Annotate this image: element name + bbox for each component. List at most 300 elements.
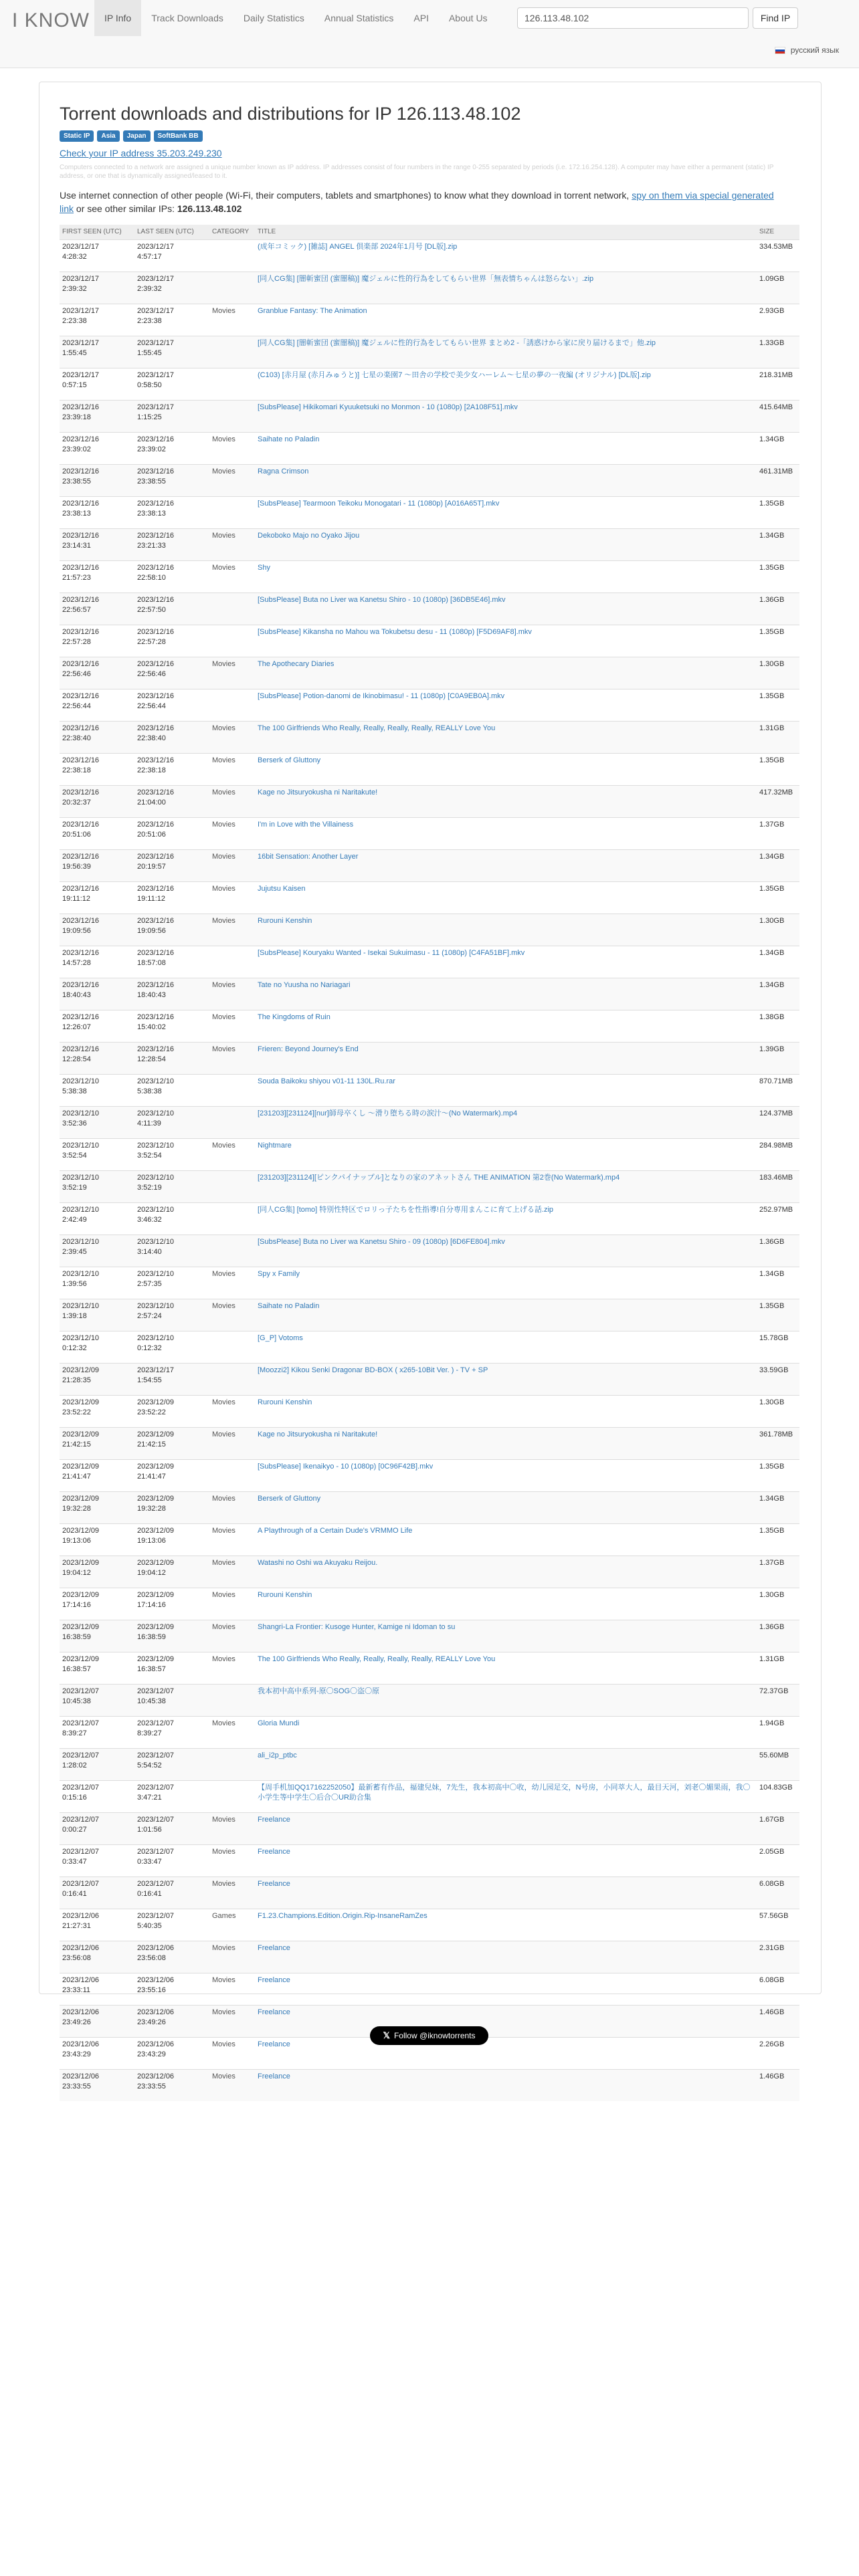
torrent-title-link[interactable]: Watashi no Oshi wa Akuyaku Reijou. [258,1558,378,1567]
last-seen-date: 2023/12/17 [137,306,175,315]
torrent-title-link[interactable]: Tate no Yuusha no Nariagari [258,980,351,989]
last-seen-time: 23:39:02 [137,445,166,453]
torrent-title-link[interactable]: 【周手机加QQ17162252050】最新蓄有作品，福建兒妹，7先生，我本初高中〇收，幼儿园足交，N号房，小同萃大人，最目天河，刘老〇媚果雨，我〇小学生等中学生〇后合〇UR助合集 [258,1783,751,1802]
first-seen-date: 2023/12/07 [62,1719,100,1727]
table-row [60,978,799,1010]
torrent-title-link[interactable]: Ragna Crimson [258,467,309,475]
last-seen-date: 2023/12/16 [137,1012,175,1021]
first-seen-time: 20:32:37 [62,798,91,807]
table-row [60,625,799,657]
category-cell [209,1235,255,1267]
first-seen-cell [60,304,134,336]
title-cell [255,1588,757,1620]
size-cell: 1.33GB [757,336,799,368]
category-cell [209,336,255,368]
title-cell [255,1491,757,1523]
language-switch[interactable] [775,45,839,55]
first-seen-date: 2023/12/07 [62,1751,100,1759]
title-cell [255,849,757,881]
size-cell: 1.31GB [757,721,799,753]
torrent-title-link[interactable]: [231203][231124][nur]師母卒くし ～滑り堕ちる時の涙汁～(No Watermark).mp4 [258,1109,518,1117]
last-seen-cell [134,978,209,1010]
last-seen-date: 2023/12/09 [137,1398,175,1406]
first-seen-time: 8:39:27 [62,1729,87,1737]
last-seen-cell [134,528,209,560]
size-cell: 1.34GB [757,528,799,560]
table-row [60,368,799,400]
size-cell: 6.08GB [757,1973,799,2005]
torrent-title-link[interactable]: [SubsPlease] Buta no Liver wa Kanetsu Shiro - 10 (1080p) [36DB5E46].mkv [258,595,506,604]
torrent-title-link[interactable]: Rurouni Kenshin [258,1590,312,1599]
first-seen-cell [60,1395,134,1427]
first-seen-time: 19:04:12 [62,1568,91,1577]
first-seen-time: 21:41:47 [62,1472,91,1481]
size-cell: 57.56GB [757,1909,799,1941]
torrent-title-link[interactable]: Freelance [258,2072,290,2080]
table-row [60,881,799,914]
first-seen-time: 23:52:22 [62,1408,91,1416]
first-seen-time: 21:42:15 [62,1440,91,1448]
title-cell [255,1299,757,1331]
last-seen-date: 2023/12/09 [137,1654,175,1663]
last-seen-date: 2023/12/16 [137,724,175,732]
title-cell [255,1074,757,1106]
category-cell: Movies [209,304,255,336]
last-seen-time: 12:28:54 [137,1055,166,1063]
main-nav [94,0,498,36]
first-seen-cell [60,753,134,785]
last-seen-date: 2023/12/09 [137,1430,175,1438]
torrent-title-link[interactable]: 我本初中高中系列-原〇SOG〇盗〇原 [258,1687,380,1695]
title-cell [255,1106,757,1138]
torrent-title-link[interactable]: F1.23.Champions.Edition.Origin.Rip-InsaneRamZes [258,1911,427,1920]
size-cell: 252.97MB [757,1202,799,1235]
size-cell: 1.46GB [757,2005,799,2037]
first-seen-cell [60,1138,134,1170]
last-seen-time: 5:54:52 [137,1761,162,1769]
first-seen-time: 23:38:55 [62,477,91,486]
size-cell: 1.35GB [757,560,799,593]
first-seen-cell [60,432,134,464]
language-label: русский язык [790,45,839,55]
table-row [60,1812,799,1844]
first-seen-date: 2023/12/10 [62,1205,100,1214]
category-cell: Movies [209,1588,255,1620]
first-seen-time: 1:55:45 [62,348,87,357]
size-cell: 2.93GB [757,304,799,336]
table-row [60,1074,799,1106]
table-row [60,1042,799,1074]
last-seen-cell [134,1941,209,1973]
size-cell: 334.53MB [757,239,799,272]
last-seen-time: 23:43:29 [137,2050,166,2058]
last-seen-date: 2023/12/16 [137,884,175,893]
last-seen-date: 2023/12/06 [137,2072,175,2080]
last-seen-time: 19:32:28 [137,1504,166,1513]
table-row [60,657,799,689]
size-cell: 1.35GB [757,496,799,528]
size-cell: 6.08GB [757,1876,799,1909]
first-seen-cell [60,1844,134,1876]
torrent-title-link[interactable]: Berserk of Gluttony [258,1494,321,1503]
category-cell: Movies [209,1844,255,1876]
category-cell [209,1331,255,1363]
title-cell [255,368,757,400]
first-seen-cell [60,657,134,689]
torrent-title-link[interactable]: Gloria Mundi [258,1719,300,1727]
torrent-title-link[interactable]: [SubsPlease] Hikikomari Kyuuketsuki no Monmon - 10 (1080p) [2A108F51].mkv [258,403,518,411]
first-seen-date: 2023/12/10 [62,1301,100,1310]
last-seen-cell [134,1684,209,1716]
first-seen-date: 2023/12/16 [62,724,100,732]
torrent-title-link[interactable]: Freelance [258,2008,290,2016]
title-cell [255,560,757,593]
last-seen-cell [134,336,209,368]
first-seen-cell [60,785,134,817]
first-seen-time: 2:39:45 [62,1247,87,1256]
table-row [60,1459,799,1491]
title-cell [255,1812,757,1844]
first-seen-time: 14:57:28 [62,958,91,967]
first-seen-date: 2023/12/10 [62,1077,100,1085]
torrent-title-link[interactable]: Saihate no Paladin [258,435,320,443]
torrent-title-link[interactable]: ali_i2p_ptbc [258,1751,297,1759]
last-seen-time: 0:12:32 [137,1344,162,1352]
category-cell [209,946,255,978]
torrent-title-link[interactable]: The Apothecary Diaries [258,659,335,668]
torrent-title-link[interactable]: Kage no Jitsuryokusha ni Naritakute! [258,1430,378,1438]
title-cell [255,1652,757,1684]
first-seen-cell [60,1973,134,2005]
title-cell [255,2069,757,2101]
first-seen-date: 2023/12/16 [62,595,100,604]
first-seen-time: 19:09:56 [62,926,91,935]
torrent-title-link[interactable]: The 100 Girlfriends Who Really, Really, Really, Really, REALLY Love You [258,724,496,732]
table-row [60,1491,799,1523]
title-cell [255,1844,757,1876]
nav-item-api[interactable]: API [413,13,429,23]
first-seen-cell [60,2005,134,2037]
last-seen-time: 17:14:16 [137,1600,166,1609]
first-seen-cell [60,1459,134,1491]
category-cell: Movies [209,785,255,817]
last-seen-time: 18:40:43 [137,990,166,999]
navbar [0,0,859,68]
first-seen-date: 2023/12/09 [62,1398,100,1406]
title-cell [255,1267,757,1299]
header-title: TITLE [255,225,757,239]
torrent-title-link[interactable]: [SubsPlease] Kikansha no Mahou wa Tokubetsu desu - 11 (1080p) [F5D69AF8].mkv [258,627,532,636]
table-row [60,721,799,753]
last-seen-cell [134,753,209,785]
last-seen-time: 0:58:50 [137,381,162,389]
category-cell: Movies [209,1523,255,1555]
last-seen-cell [134,1523,209,1555]
title-cell [255,400,757,432]
torrent-title-link[interactable]: [同人CG集] [闇斬蜜団 (蜜闇稿)] 魔ジェルに性的行為をしてもらい世界「無表情ちゃんは怒らない」.zip [258,274,594,283]
last-seen-date: 2023/12/16 [137,467,175,475]
title-cell [255,785,757,817]
first-seen-time: 20:51:06 [62,830,91,839]
size-cell: 1.36GB [757,1235,799,1267]
torrent-title-link[interactable]: Rurouni Kenshin [258,1398,312,1406]
last-seen-date: 2023/12/07 [137,1879,175,1888]
first-seen-cell [60,1588,134,1620]
first-seen-cell [60,1909,134,1941]
size-cell: 1.36GB [757,1620,799,1652]
first-seen-date: 2023/12/10 [62,1269,100,1278]
title-cell [255,1555,757,1588]
table-row [60,1395,799,1427]
torrent-title-link[interactable]: (成年コミック) [雑誌] ANGEL 倶楽部 2024年1月号 [DL版].zip [258,242,458,251]
title-cell [255,1876,757,1909]
category-cell: Movies [209,753,255,785]
first-seen-time: 0:16:41 [62,1889,87,1898]
last-seen-time: 23:21:33 [137,541,166,550]
torrent-title-link[interactable]: [231203][231124][ピンクパイナップル]となりの家のアネットさん THE ANIMATION 第2巻(No Watermark).mp4 [258,1173,620,1182]
brand-logo[interactable]: I KNOW [12,9,90,31]
first-seen-date: 2023/12/06 [62,2040,100,2048]
last-seen-cell [134,1652,209,1684]
table-row [60,496,799,528]
table-row [60,1202,799,1235]
first-seen-cell [60,1716,134,1748]
last-seen-cell [134,2037,209,2069]
torrent-title-link[interactable]: [SubsPlease] Kouryaku Wanted - Isekai Sukuimasu - 11 (1080p) [C4FA51BF].mkv [258,948,525,957]
title-cell [255,272,757,304]
last-seen-time: 22:38:18 [137,766,166,774]
category-cell [209,272,255,304]
first-seen-cell [60,1555,134,1588]
title-cell [255,432,757,464]
title-cell [255,528,757,560]
table-row [60,336,799,368]
torrent-title-link[interactable]: Jujutsu Kaisen [258,884,306,893]
torrent-title-link[interactable]: Rurouni Kenshin [258,916,312,925]
table-row [60,1588,799,1620]
table-row [60,304,799,336]
torrent-title-link[interactable]: [SubsPlease] Buta no Liver wa Kanetsu Shiro - 09 (1080p) [6D6FE804].mkv [258,1237,505,1246]
last-seen-cell [134,1427,209,1459]
torrent-title-link[interactable]: Freelance [258,1943,290,1952]
torrent-title-link[interactable]: (C103) [赤月屋 (赤月みゅうと)] 七星の楽園7 ～田舎の学校で美少女ハーレム～七星の夢の一夜編 (オリジナル) [DL版].zip [258,370,651,379]
last-seen-time: 16:38:59 [137,1632,166,1641]
torrent-title-link[interactable]: [SubsPlease] Tearmoon Teikoku Monogatari - 11 (1080p) [A016A65T].mkv [258,499,500,508]
torrent-title-link[interactable]: [SubsPlease] Ikenaikyo - 10 (1080p) [0C96F42B].mkv [258,1462,434,1471]
last-seen-date: 2023/12/17 [137,338,175,347]
last-seen-time: 21:04:00 [137,798,166,807]
first-seen-date: 2023/12/16 [62,691,100,700]
torrent-title-link[interactable]: Saihate no Paladin [258,1301,320,1310]
follow-twitter-button[interactable] [370,2026,488,2045]
first-seen-time: 1:28:02 [62,1761,87,1769]
last-seen-cell [134,464,209,496]
torrent-title-link[interactable]: Shangri-La Frontier: Kusoge Hunter, Kamige ni Idoman to su [258,1622,456,1631]
last-seen-time: 1:54:55 [137,1376,162,1384]
torrent-title-link[interactable]: Granblue Fantasy: The Animation [258,306,367,315]
torrent-title-link[interactable]: Berserk of Gluttony [258,756,321,764]
first-seen-date: 2023/12/17 [62,274,100,283]
table-row [60,400,799,432]
torrent-title-link[interactable]: Freelance [258,1975,290,1984]
first-seen-cell [60,528,134,560]
last-seen-cell [134,560,209,593]
category-cell: Movies [209,1812,255,1844]
first-seen-time: 23:56:08 [62,1953,91,1962]
nav-item-daily-statistics[interactable]: Daily Statistics [243,13,304,23]
first-seen-time: 3:52:54 [62,1151,87,1160]
first-seen-cell [60,239,134,272]
first-seen-time: 5:38:38 [62,1087,87,1095]
table-header-row [60,225,799,239]
check-your-ip-link[interactable]: Check your IP address 35.203.249.230 [60,148,222,158]
table-row [60,914,799,946]
category-cell [209,625,255,657]
table-row [60,753,799,785]
last-seen-time: 3:14:40 [137,1247,162,1256]
last-seen-cell [134,1973,209,2005]
first-seen-date: 2023/12/09 [62,1366,100,1374]
torrent-title-link[interactable]: Freelance [258,1815,290,1824]
last-seen-date: 2023/12/07 [137,1783,175,1792]
last-seen-cell [134,625,209,657]
torrent-title-link[interactable]: Freelance [258,1879,290,1888]
first-seen-date: 2023/12/16 [62,884,100,893]
torrent-title-link[interactable]: Spy x Family [258,1269,300,1278]
table-row [60,1138,799,1170]
table-row [60,1299,799,1331]
torrent-title-link[interactable]: [同人CG集] [tomo] 特別性特区でロリっ子たちを性指導!自分専用まんこに育て上げる話.zip [258,1205,554,1214]
size-cell: 1.35GB [757,1459,799,1491]
last-seen-time: 23:52:22 [137,1408,166,1416]
torrent-title-link[interactable]: [Moozzi2] Kikou Senki Dragonar BD-BOX ( x265-10Bit Ver. ) - TV + SP [258,1366,488,1374]
page-title: Torrent downloads and distributions for IP 126.113.48.102 [60,104,521,124]
spy-link[interactable]: spy on them via special generated link [60,190,774,214]
first-seen-time: 22:38:40 [62,734,91,742]
torrent-title-link[interactable]: Dekoboko Majo no Oyako Jijou [258,531,360,540]
title-cell [255,2005,757,2037]
ip-badge: Japan [123,130,151,142]
torrent-title-link[interactable]: I'm in Love with the Villainess [258,820,354,829]
last-seen-cell [134,1780,209,1812]
torrent-title-link[interactable]: [SubsPlease] Potion-danomi de Ikinobimasu! - 11 (1080p) [C0A9EB0A].mkv [258,691,505,700]
torrent-title-link[interactable]: Freelance [258,2040,290,2048]
first-seen-time: 21:28:35 [62,1376,91,1384]
size-cell: 1.37GB [757,1555,799,1588]
size-cell: 1.34GB [757,849,799,881]
last-seen-cell [134,1909,209,1941]
torrent-title-link[interactable]: [G_P] Votoms [258,1333,303,1342]
title-cell [255,1748,757,1780]
last-seen-cell [134,304,209,336]
torrent-title-link[interactable]: 16bit Sensation: Another Layer [258,852,359,861]
first-seen-cell [60,849,134,881]
first-seen-date: 2023/12/10 [62,1173,100,1182]
category-cell: Movies [209,721,255,753]
nav-item-track-downloads[interactable]: Track Downloads [151,13,223,23]
category-cell [209,1780,255,1812]
size-cell: 417.32MB [757,785,799,817]
last-seen-date: 2023/12/09 [137,1622,175,1631]
first-seen-date: 2023/12/09 [62,1430,100,1438]
torrent-title-link[interactable]: A Playthrough of a Certain Dude's VRMMO Life [258,1526,413,1535]
last-seen-date: 2023/12/10 [137,1301,175,1310]
size-cell: 2.05GB [757,1844,799,1876]
last-seen-time: 5:38:38 [137,1087,162,1095]
last-seen-time: 19:04:12 [137,1568,166,1577]
last-seen-cell [134,657,209,689]
first-seen-date: 2023/12/07 [62,1783,100,1792]
category-cell [209,1074,255,1106]
torrent-title-link[interactable]: Frieren: Beyond Journey's End [258,1045,359,1053]
nav-item-annual-statistics[interactable]: Annual Statistics [324,13,394,23]
table-row [60,1652,799,1684]
torrent-title-link[interactable]: Shy [258,563,270,572]
last-seen-time: 5:40:35 [137,1921,162,1930]
first-seen-date: 2023/12/09 [62,1526,100,1535]
torrent-title-link[interactable]: The 100 Girlfriends Who Really, Really, Really, Really, REALLY Love You [258,1654,496,1663]
first-seen-cell [60,1748,134,1780]
find-ip-button[interactable]: Find IP [753,7,798,29]
title-cell [255,1010,757,1042]
table-row [60,432,799,464]
size-cell: 1.35GB [757,881,799,914]
last-seen-cell [134,1106,209,1138]
title-cell [255,336,757,368]
table-row [60,1941,799,1973]
nav-item-about-us[interactable]: About Us [448,13,488,23]
last-seen-time: 18:57:08 [137,958,166,967]
first-seen-cell [60,1042,134,1074]
ip-disclaimer-text: Computers connected to a network are assigned a unique number known as IP address. IP addresses consist of four numbers in the range 0-255 separated by periods (i.e. 172.16.254.128). A computer may have either a permanent (static) IP address, or one that is dynamically assigned/leased to it. [60,164,774,180]
first-seen-cell [60,1620,134,1652]
category-cell: Movies [209,560,255,593]
torrent-title-link[interactable]: Nightmare [258,1141,292,1150]
size-cell: 1.36GB [757,593,799,625]
category-cell [209,593,255,625]
nav-item-ip-info[interactable]: IP Info [94,0,141,36]
torrent-title-link[interactable]: Kage no Jitsuryokusha ni Naritakute! [258,788,378,796]
table-row [60,2069,799,2101]
title-cell [255,1363,757,1395]
title-cell [255,721,757,753]
table-row [60,1267,799,1299]
first-seen-date: 2023/12/16 [62,531,100,540]
first-seen-date: 2023/12/17 [62,338,100,347]
first-seen-cell [60,1074,134,1106]
first-seen-date: 2023/12/16 [62,659,100,668]
first-seen-cell [60,336,134,368]
size-cell: 1.39GB [757,1042,799,1074]
last-seen-cell [134,1812,209,1844]
header-size: SIZE [757,225,799,239]
torrent-title-link[interactable]: Freelance [258,1847,290,1856]
torrent-title-link[interactable]: The Kingdoms of Ruin [258,1012,330,1021]
first-seen-date: 2023/12/16 [62,467,100,475]
last-seen-cell [134,1395,209,1427]
ip-badges [60,130,801,142]
last-seen-cell [134,593,209,625]
last-seen-cell [134,946,209,978]
torrent-title-link[interactable]: Souda Baikoku shiyou v01-11 130L.Ru.rar [258,1077,395,1085]
last-seen-date: 2023/12/07 [137,1751,175,1759]
torrent-title-link[interactable]: [同人CG集] [闇斬蜜団 (蜜闇稿)] 魔ジェルに性的行為をしてもらい世界 まとめ2 -「誘惑けから家に戻り届けるまで」他.zip [258,338,656,347]
ip-search-input[interactable] [517,7,749,29]
title-cell [255,1523,757,1555]
similar-ip: 126.113.48.102 [177,203,242,214]
last-seen-date: 2023/12/07 [137,1815,175,1824]
first-seen-date: 2023/12/07 [62,1687,100,1695]
